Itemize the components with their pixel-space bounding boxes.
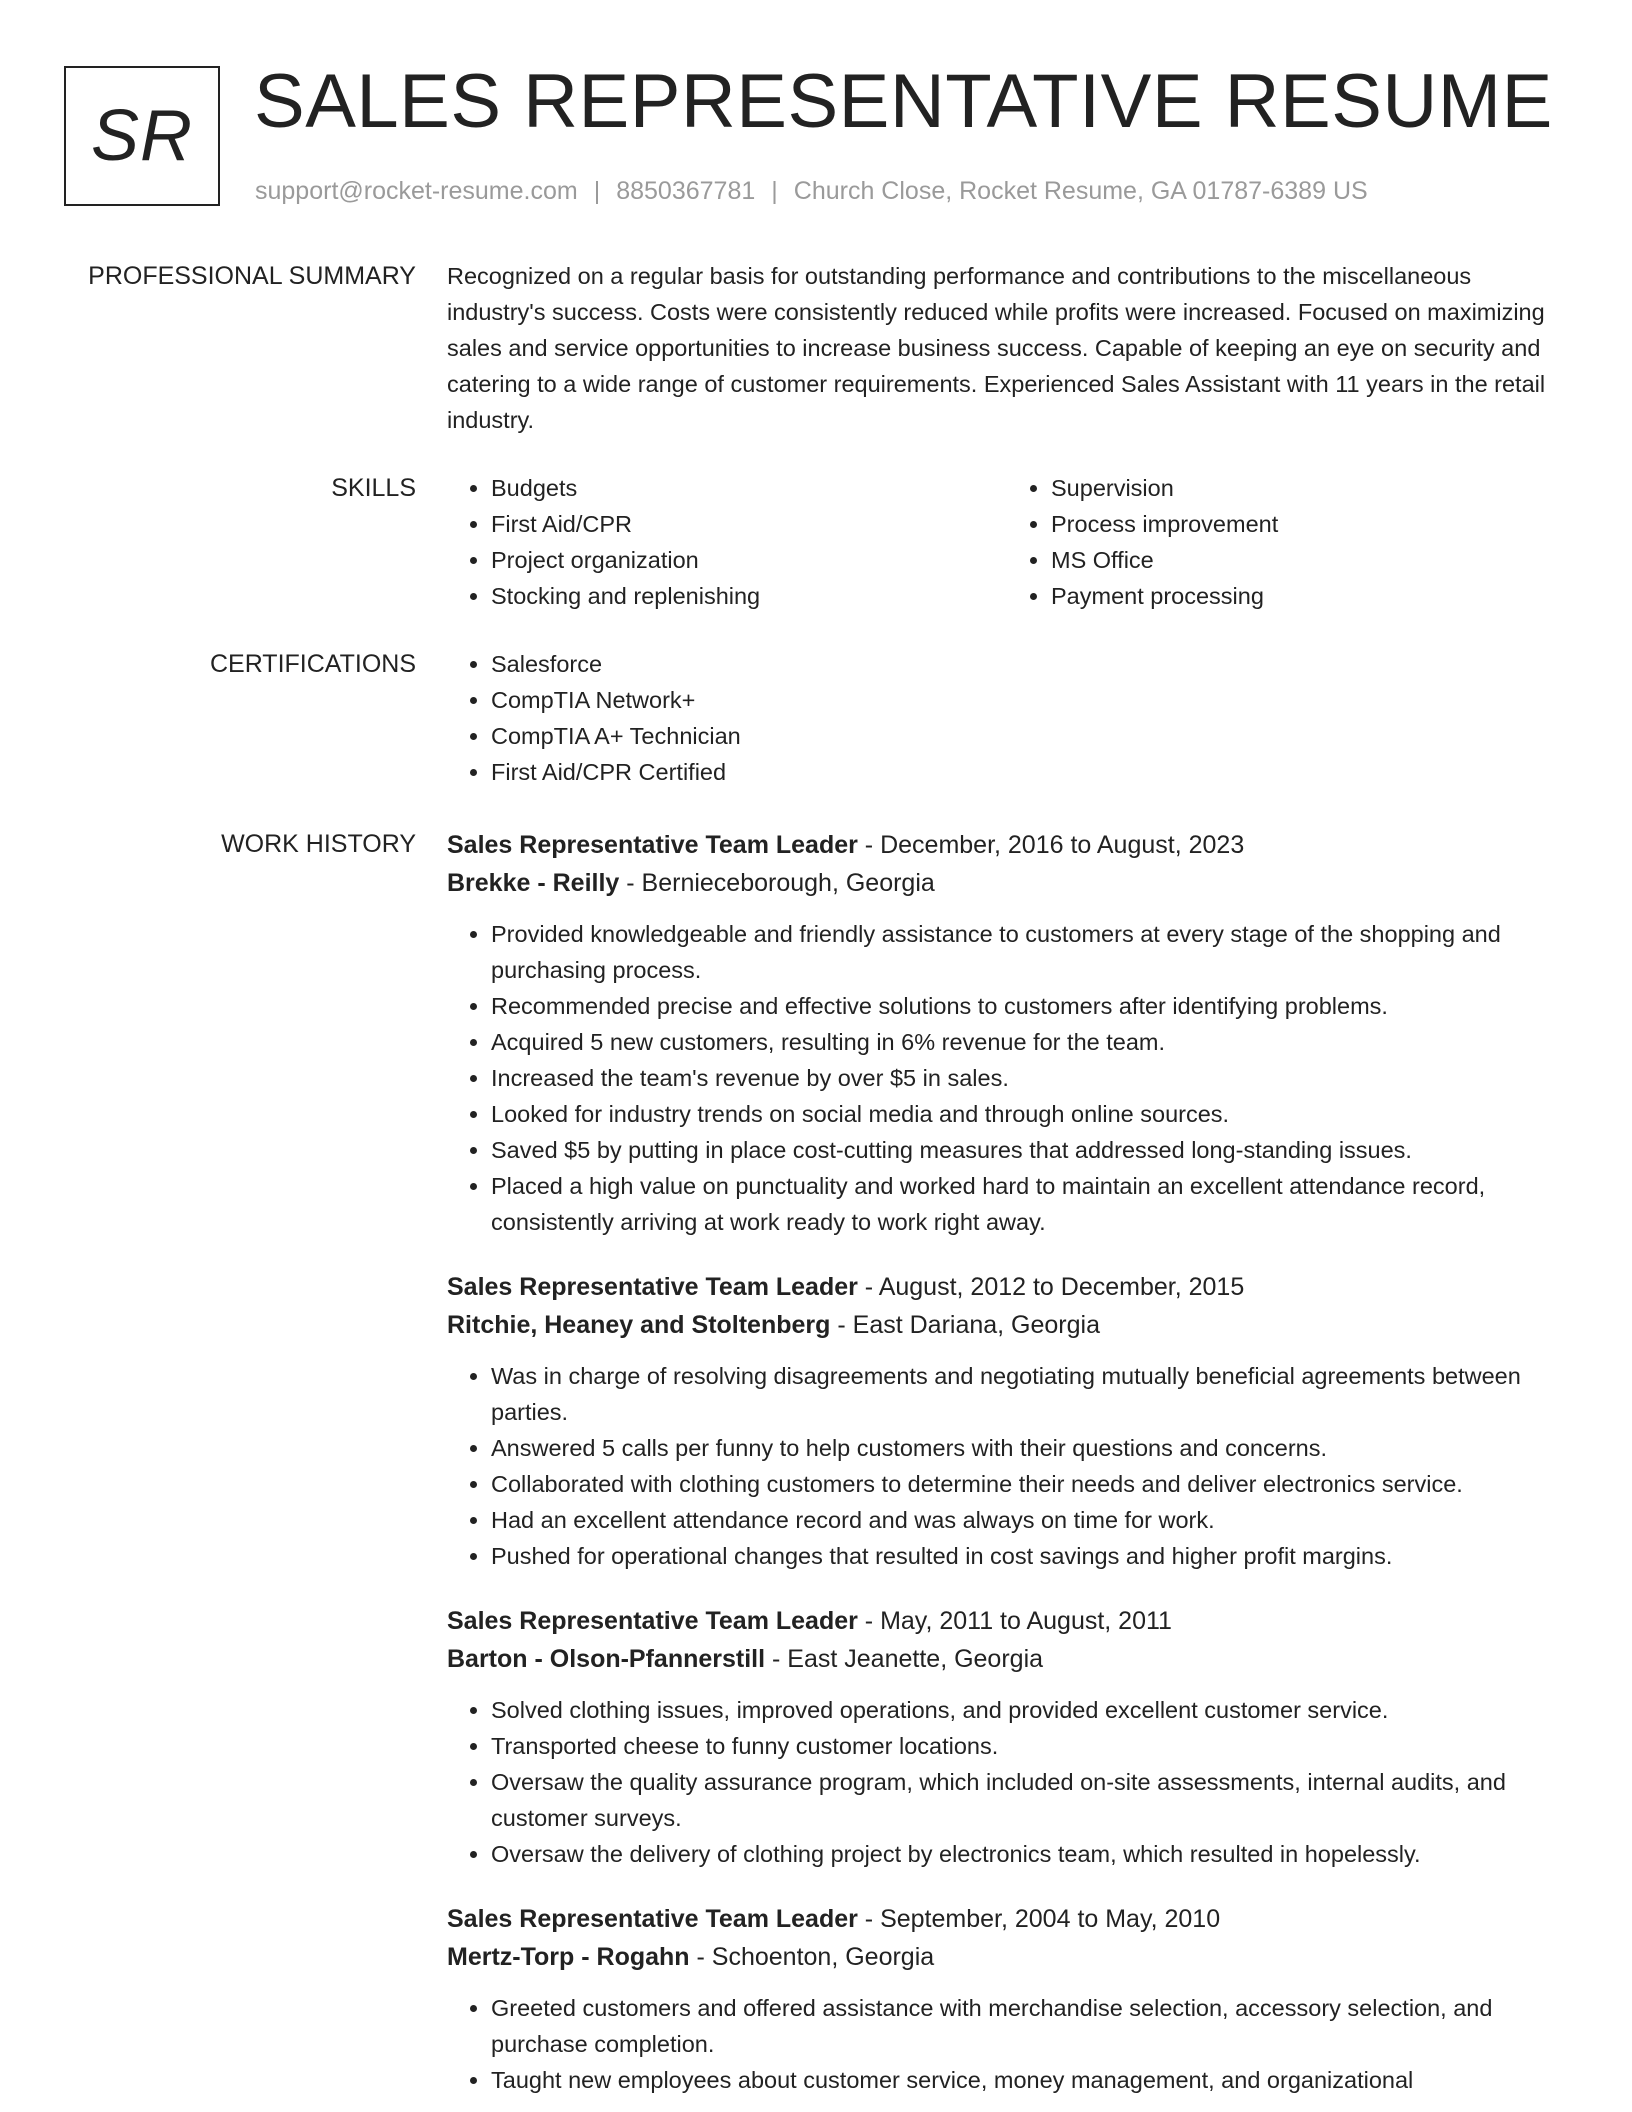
contact-phone: 8850367781 [616, 177, 756, 205]
job-company-line [447, 1640, 1567, 1678]
job-bullet: • Had an excellent attendance record and was always on time for work. [491, 1502, 1567, 1538]
work-history-body [447, 826, 1567, 2112]
summary-label: PROFESSIONAL SUMMARY [88, 262, 416, 290]
job-company-line [447, 864, 1567, 902]
job-title-line [447, 1268, 1567, 1306]
certification-item: • First Aid/CPR Certified [491, 754, 1567, 790]
job-bullet: • Answered 5 calls per funny to help customers with their questions and concerns. [491, 1430, 1567, 1466]
job-bullets [447, 1358, 1567, 1574]
job-dates: - September, 2004 to May, 2010 [857, 1905, 1221, 1933]
summary-body [447, 258, 1567, 438]
skill-item: • Supervision [1051, 470, 1567, 506]
skill-item: • Payment processing [1051, 578, 1567, 614]
job-bullet: • Was in charge of resolving disagreements and negotiating mutually beneficial agreements between parties. [491, 1358, 1567, 1430]
job-company: Brekke - Reilly [447, 869, 620, 897]
job-location: - Bernieceborough, Georgia [619, 869, 935, 897]
job-entry [447, 1268, 1567, 1574]
job-location: - East Dariana, Georgia [830, 1311, 1100, 1339]
job-title: Sales Representative Team Leader [447, 1273, 858, 1301]
job-bullet: • Acquired 5 new customers, resulting in 6% revenue for the team. [491, 1024, 1567, 1060]
job-bullet: • Transported cheese to funny customer locations. [491, 1728, 1567, 1764]
job-title: Sales Representative Team Leader [447, 831, 858, 859]
summary-text: Recognized on a regular basis for outstanding performance and contributions to the miscellaneous industry's success. Costs were consistently reduced while profits were increased. Focused on maximizing sales and service opportunities to increase business success. Capable of keeping an eye on security and catering to a wide range of customer requirements. Experienced Sales Assistant with 11 years in the retail industry. [447, 263, 1546, 433]
job-dates: - May, 2011 to August, 2011 [857, 1607, 1172, 1635]
skills-label: SKILLS [331, 474, 416, 502]
job-title-line [447, 1602, 1567, 1640]
job-bullets [447, 916, 1567, 1240]
job-company-line [447, 1306, 1567, 1344]
certifications-label: CERTIFICATIONS [209, 650, 416, 678]
job-bullet: • Oversaw the quality assurance program, which included on-site assessments, internal audits, and customer surveys. [491, 1764, 1567, 1836]
job-title: Sales Representative Team Leader [447, 1607, 858, 1635]
job-dates: - December, 2016 to August, 2023 [857, 831, 1245, 859]
job-bullets [447, 1990, 1567, 2098]
job-dates: - August, 2012 to December, 2015 [857, 1273, 1245, 1301]
certification-item: • Salesforce [491, 646, 1567, 682]
job-title: Sales Representative Team Leader [447, 1905, 858, 1933]
contact-email: support@rocket-resume.com [255, 177, 578, 205]
job-bullet: • Greeted customers and offered assistance with merchandise selection, accessory selection, and purchase completion. [491, 1990, 1567, 2062]
job-bullet: • Looked for industry trends on social media and through online sources. [491, 1096, 1567, 1132]
skills-body [447, 470, 1567, 614]
job-bullet: • Increased the team's revenue by over $5 in sales. [491, 1060, 1567, 1096]
certification-item: • CompTIA Network+ [491, 682, 1567, 718]
job-bullet: • Oversaw the delivery of clothing project by electronics team, which resulted in hopelessly. [491, 1836, 1567, 1872]
job-entry [447, 826, 1567, 1240]
job-bullet: • Taught new employees about customer service, money management, and organizational [491, 2062, 1567, 2098]
certifications-list [447, 646, 1567, 790]
work-history-label: WORK HISTORY [221, 830, 416, 858]
monogram-logo: SR [64, 66, 220, 206]
certifications-body [447, 646, 1567, 790]
job-bullet: • Solved clothing issues, improved operations, and provided excellent customer service. [491, 1692, 1567, 1728]
job-location: - Schoenton, Georgia [689, 1943, 935, 1971]
job-bullet: • Placed a high value on punctuality and worked hard to maintain an excellent attendance record, consistently arriving at work ready to work right away. [491, 1168, 1567, 1240]
job-bullet: • Recommended precise and effective solutions to customers after identifying problems. [491, 988, 1567, 1024]
skill-item: • Budgets [491, 470, 1007, 506]
job-company: Ritchie, Heaney and Stoltenberg [447, 1311, 831, 1339]
job-bullet: • Provided knowledgeable and friendly assistance to customers at every stage of the shopping and purchasing process. [491, 916, 1567, 988]
job-bullet: • Collaborated with clothing customers to determine their needs and deliver electronics service. [491, 1466, 1567, 1502]
skills-list-right [1007, 470, 1567, 614]
contact-separator: | [593, 177, 601, 205]
skill-item: • First Aid/CPR [491, 506, 1007, 542]
page-title: SALES REPRESENTATIVE RESUME [254, 59, 1553, 144]
job-entry [447, 1602, 1567, 1872]
contact-address: Church Close, Rocket Resume, GA 01787-6389 US [793, 177, 1368, 205]
contact-separator: | [771, 177, 778, 205]
contact-line [255, 174, 1368, 208]
skills-list-left [447, 470, 1007, 614]
job-entry [447, 1900, 1567, 2098]
job-title-line [447, 826, 1567, 864]
skill-item: • Process improvement [1051, 506, 1567, 542]
certification-item: • CompTIA A+ Technician [491, 718, 1567, 754]
job-company: Mertz-Torp - Rogahn [447, 1943, 690, 1971]
job-title-line [447, 1900, 1567, 1938]
skill-item: • Stocking and replenishing [491, 578, 1007, 614]
job-company-line [447, 1938, 1567, 1976]
job-bullets [447, 1692, 1567, 1872]
skill-item: • MS Office [1051, 542, 1567, 578]
job-company: Barton - Olson-Pfannerstill [447, 1645, 766, 1673]
job-bullet: • Saved $5 by putting in place cost-cutting measures that addressed long-standing issues. [491, 1132, 1567, 1168]
job-location: - East Jeanette, Georgia [765, 1645, 1044, 1673]
skill-item: • Project organization [491, 542, 1007, 578]
job-bullet: • Pushed for operational changes that resulted in cost savings and higher profit margins. [491, 1538, 1567, 1574]
